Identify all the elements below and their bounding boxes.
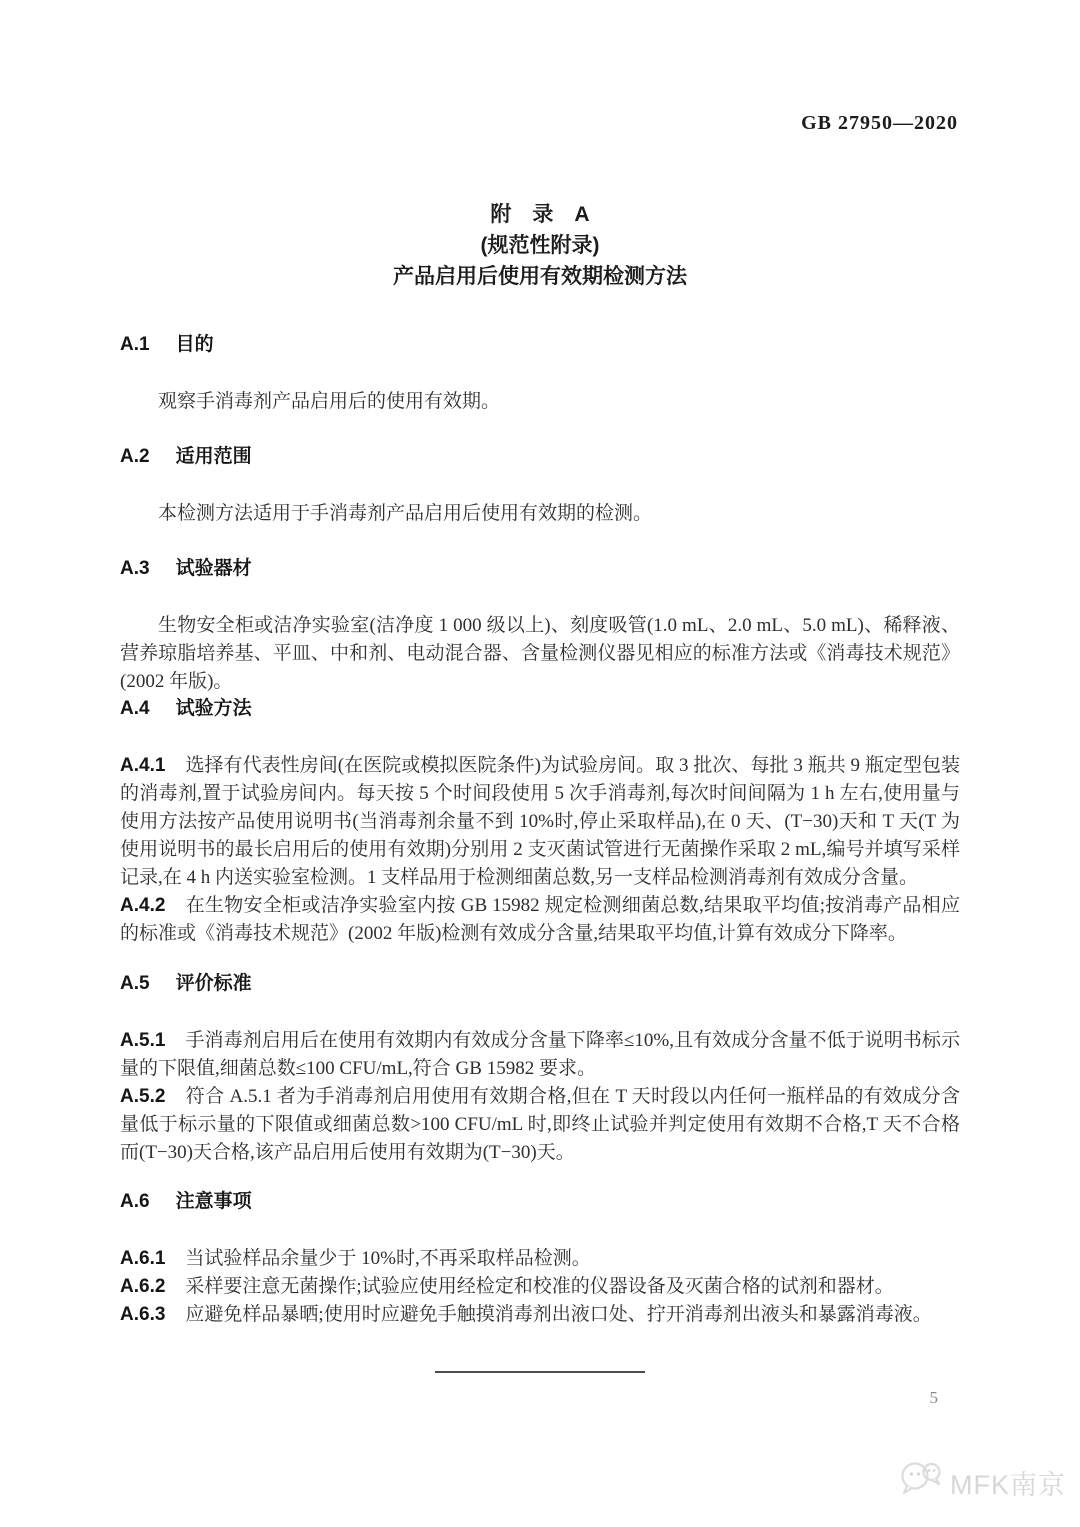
section-a6 [120,1191,960,1329]
section-a3 [120,558,960,696]
paragraph-a4-1 [120,752,960,892]
paragraph-a4-2 [120,892,960,948]
appendix-title: 附 录 A [490,203,590,226]
paragraph-number: A.6.2 [120,1276,166,1297]
paragraph-a6-3 [120,1301,960,1329]
paragraph-number: A.4.2 [120,895,166,916]
section-number: A.5 [120,973,150,994]
section-number: A.4 [120,698,150,719]
section-a2 [120,446,960,528]
page-number: 5 [929,1388,938,1407]
section-a4 [120,698,960,948]
watermark-label: MFK南京 [950,1470,1066,1500]
paragraph-text: 选择有代表性房间(在医院或模拟医院条件)为试验房间。取 3 批次、每批 3 瓶共 9 瓶定型包装的消毒剂,置于试验房间内。每天按 5 个时间段使用 5 次手消毒剂,每次时间间隔为 1 h 左右,使用量与使用方法按产品使用说明书(当消毒剂余量不到 10%时,停止采取样品),在 0 天、(T−30)天和 T 天(T 为使用说明书的最长启用后的使用有效期)分别用 2 支灭菌试管进行无菌操作采取 2 mL,编号并填写采样记录,在 4 h 内送实验室检测。1 支样品用于检测细菌总数,另一支样品检测消毒剂有效成分含量。 [120,755,960,888]
section-title: 注意事项 [175,1191,252,1212]
paragraph-number: A.6.1 [120,1248,166,1269]
section-a1 [120,334,960,416]
paragraph-number: A.5.2 [120,1086,166,1107]
paragraph: 观察手消毒剂产品启用后的使用有效期。 [158,391,501,412]
paragraph-a6-1 [120,1245,960,1273]
paragraph: 生物安全柜或洁净实验室(洁净度 1 000 级以上)、刻度吸管(1.0 mL、2.0 mL、5.0 mL)、稀释液、营养琼脂培养基、平皿、中和剂、电动混合器、含量检测仪器见相应的标准方法或《消毒技术规范》(2002 年版)。 [120,615,960,692]
section-number: A.3 [120,558,150,579]
watermark [898,1460,1066,1505]
paragraph-text: 采样要注意无菌操作;试验应使用经检定和校准的仪器设备及灭菌合格的试剂和器材。 [185,1276,894,1297]
paragraph-number: A.5.1 [120,1030,166,1051]
section-a5 [120,973,960,1167]
wechat-logo-icon [898,1460,944,1505]
paragraph-text: 符合 A.5.1 者为手消毒剂启用使用有效期合格,但在 T 天时段以内任何一瓶样品的有效成分含量低于标示量的下限值或细菌总数>100 CFU/mL 时,即终止试验并判定使用有效期不合格,T 天不合格而(T−30)天合格,该产品启用后使用有效期为(T−30)天。 [120,1086,960,1163]
paragraph-number: A.4.1 [120,755,166,776]
section-title: 评价标准 [175,973,252,994]
section-heading [120,334,960,356]
section-title: 试验器材 [175,558,252,579]
paragraph-text: 当试验样品余量少于 10%时,不再采取样品检测。 [185,1248,591,1269]
section-heading [120,446,960,468]
section-title: 适用范围 [175,446,252,467]
end-of-text-divider [435,1371,645,1373]
section-heading [120,698,960,720]
appendix-subject: 产品启用后使用有效期检测方法 [393,265,687,288]
section-title: 试验方法 [175,698,252,719]
appendix-title-block [120,200,960,292]
section-heading [120,558,960,580]
section-heading [120,973,960,995]
paragraph-a6-2 [120,1273,960,1301]
paragraph: 本检测方法适用于手消毒剂产品启用后使用有效期的检测。 [158,503,653,524]
paragraph-text: 手消毒剂启用后在使用有效期内有效成分含量下降率≤10%,且有效成分含量不低于说明书标示量的下限值,细菌总数≤100 CFU/mL,符合 GB 15982 要求。 [120,1030,960,1079]
paragraph-a5-2 [120,1083,960,1167]
section-number: A.6 [120,1191,150,1212]
section-heading [120,1191,960,1213]
appendix-type: (规范性附录) [480,234,600,257]
section-number: A.1 [120,334,150,355]
standard-code: GB 27950—2020 [801,112,958,134]
section-number: A.2 [120,446,150,467]
paragraph-number: A.6.3 [120,1304,166,1325]
paragraph-text: 在生物安全柜或洁净实验室内按 GB 15982 规定检测细菌总数,结果取平均值;按消毒产品相应的标准或《消毒技术规范》(2002 年版)检测有效成分含量,结果取平均值,计算有效成分下降率。 [120,895,960,944]
paragraph-text: 应避免样品暴晒;使用时应避免手触摸消毒剂出液口处、拧开消毒剂出液头和暴露消毒液。 [185,1304,932,1325]
section-title: 目的 [175,334,214,355]
paragraph-a5-1 [120,1027,960,1083]
